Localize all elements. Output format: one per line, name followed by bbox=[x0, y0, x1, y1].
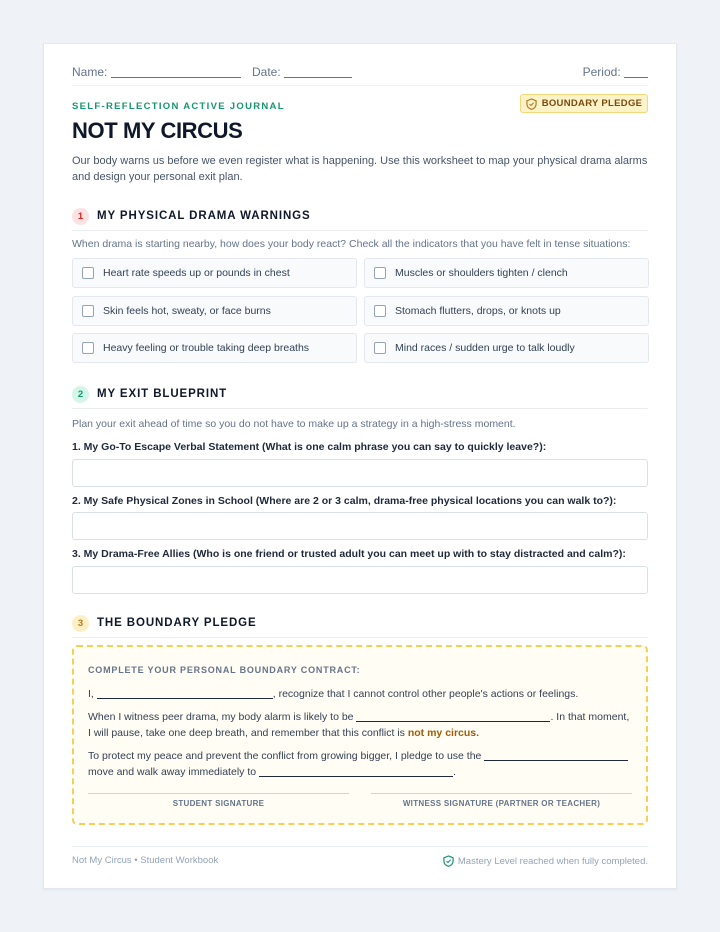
contract-line-3: To protect my peace and prevent the conflict from growing bigger, I pledge to use the move and walk away immediately to . bbox=[88, 748, 632, 780]
section-3-title: THE BOUNDARY PLEDGE bbox=[97, 617, 257, 629]
header-divider bbox=[72, 85, 648, 86]
footer-mastery-note: Mastery Level reached when fully completed. bbox=[443, 855, 648, 867]
worksheet-page bbox=[43, 43, 677, 889]
checkbox-muscles[interactable]: Muscles or shoulders tighten / clench bbox=[364, 258, 649, 288]
section-1-number: 1 bbox=[72, 208, 89, 225]
checkbox-heart-rate[interactable]: Heart rate speeds up or pounds in chest bbox=[72, 258, 357, 288]
section-3-number: 3 bbox=[72, 615, 89, 632]
question-3-label: 3. My Drama-Free Allies (Who is one friend or trusted adult you can meet up with to stay distracted and calm?): bbox=[72, 548, 626, 560]
section-1-description: When drama is starting nearby, how does your body react? Check all the indicators that you have felt in tense situations: bbox=[72, 238, 631, 250]
checkbox-square[interactable] bbox=[82, 267, 94, 279]
allies-input[interactable] bbox=[72, 566, 648, 594]
checkbox-skin-hot[interactable]: Skin feels hot, sweaty, or face burns bbox=[72, 296, 357, 326]
date-field[interactable]: Date: bbox=[252, 65, 352, 79]
checkbox-square[interactable] bbox=[82, 342, 94, 354]
section-1-title: MY PHYSICAL DRAMA WARNINGS bbox=[97, 210, 311, 222]
contract-heading: COMPLETE YOUR PERSONAL BOUNDARY CONTRACT: bbox=[88, 665, 361, 675]
safe-zones-input[interactable] bbox=[72, 512, 648, 540]
section-1-header bbox=[72, 208, 648, 228]
section-3-header bbox=[72, 615, 648, 635]
footer-workbook-label: Not My Circus • Student Workbook bbox=[72, 855, 219, 866]
question-1-label: 1. My Go-To Escape Verbal Statement (What is one calm phrase you can say to quickly leave?): bbox=[72, 441, 547, 453]
boundary-contract-box bbox=[72, 645, 648, 825]
body-alarm-blank[interactable] bbox=[356, 710, 550, 722]
student-name-blank[interactable] bbox=[97, 687, 273, 699]
period-field[interactable]: Period: bbox=[583, 65, 648, 79]
section-2-title: MY EXIT BLUEPRINT bbox=[97, 388, 228, 400]
section-3-divider bbox=[72, 637, 648, 638]
checkbox-breathing[interactable]: Heavy feeling or trouble taking deep breaths bbox=[72, 333, 357, 363]
checkbox-stomach[interactable]: Stomach flutters, drops, or knots up bbox=[364, 296, 649, 326]
intro-text: Our body warns us before we even register what is happening. Use this worksheet to map your physical drama alarms and design your personal exit plan. bbox=[72, 155, 648, 183]
shield-check-icon bbox=[443, 855, 454, 867]
safe-location-blank[interactable] bbox=[259, 765, 453, 777]
contract-line-1: I, , recognize that I cannot control other people's actions or feelings. bbox=[88, 688, 579, 700]
checkbox-square[interactable] bbox=[374, 267, 386, 279]
section-2-number: 2 bbox=[72, 386, 89, 403]
checkbox-mind-races[interactable]: Mind races / sudden urge to talk loudly bbox=[364, 333, 649, 363]
section-2-divider bbox=[72, 408, 648, 409]
exit-move-blank[interactable] bbox=[484, 749, 628, 761]
eyebrow-label: SELF-REFLECTION ACTIVE JOURNAL bbox=[72, 101, 285, 112]
checkbox-square[interactable] bbox=[374, 305, 386, 317]
section-2-description: Plan your exit ahead of time so you do not have to make up a strategy in a high-stress moment. bbox=[72, 418, 516, 430]
shield-icon bbox=[526, 98, 537, 110]
name-field[interactable]: Name: bbox=[72, 65, 241, 79]
checkbox-square[interactable] bbox=[82, 305, 94, 317]
student-signature-line[interactable]: STUDENT SIGNATURE bbox=[88, 793, 349, 808]
section-2-header bbox=[72, 386, 648, 406]
section-1-divider bbox=[72, 230, 648, 231]
page-title: NOT MY CIRCUS bbox=[72, 118, 243, 143]
question-2-label: 2. My Safe Physical Zones in School (Where are 2 or 3 calm, drama-free physical locations you can walk to?): bbox=[72, 495, 617, 507]
student-info-header bbox=[72, 65, 648, 83]
checkbox-square[interactable] bbox=[374, 342, 386, 354]
escape-statement-input[interactable] bbox=[72, 459, 648, 487]
boundary-pledge-badge: BOUNDARY PLEDGE bbox=[520, 94, 648, 113]
witness-signature-line[interactable]: WITNESS SIGNATURE (PARTNER OR TEACHER) bbox=[371, 793, 632, 808]
footer-divider bbox=[72, 846, 648, 847]
not-my-circus-emphasis: not my circus. bbox=[407, 727, 480, 739]
contract-line-2: When I witness peer drama, my body alarm is likely to be . In that moment, I will pause, take one deep breath, and remember that this conflict is not my circus. bbox=[88, 711, 630, 739]
